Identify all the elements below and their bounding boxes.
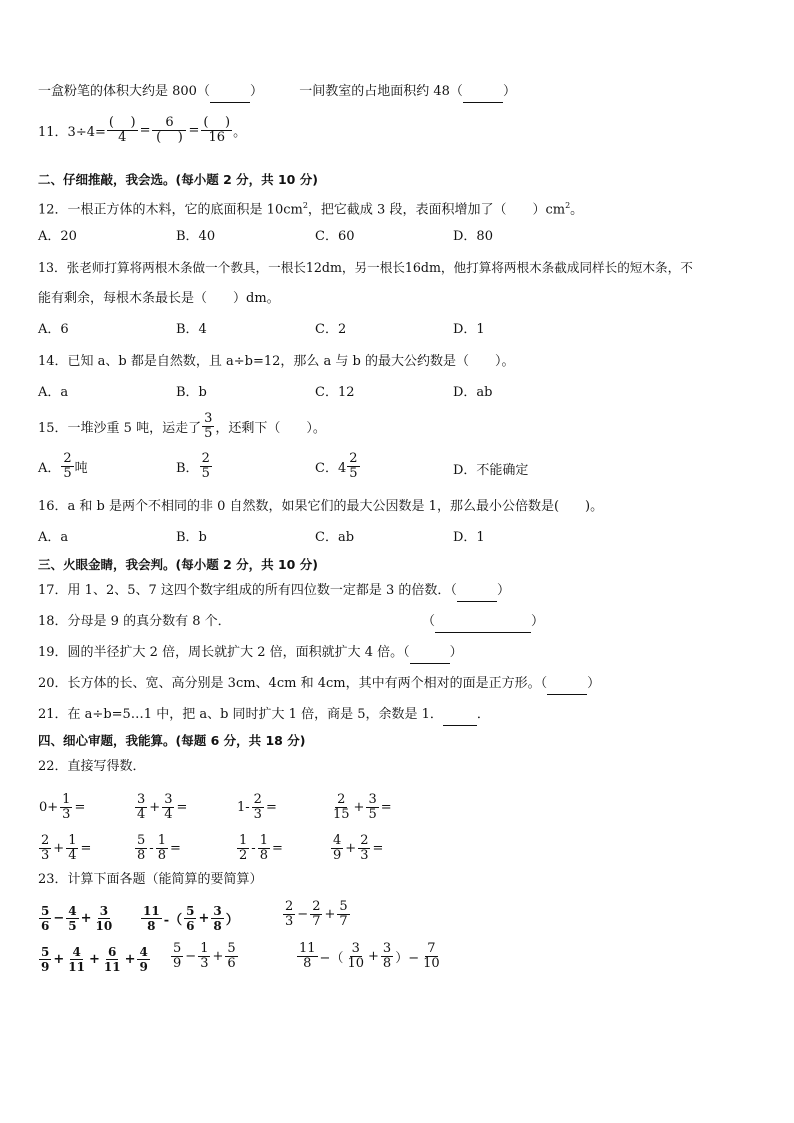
question-18 <box>38 612 231 632</box>
q15-option-a[interactable] <box>38 452 88 481</box>
operator: + <box>324 907 336 922</box>
section-4-heading: 四、细心审题，我能算。(每题 6 分，共 18 分) <box>38 733 306 748</box>
fraction-numerator: 6 <box>108 945 117 959</box>
option-label: B． <box>176 461 199 476</box>
fraction-numerator: 1 <box>62 792 71 807</box>
fraction-numerator: 4 <box>139 945 148 959</box>
superscript: 2 <box>302 201 308 210</box>
operator: ） <box>225 913 239 928</box>
q11-prefix: 11．3÷4= <box>38 125 106 140</box>
q15-option-d[interactable]: D．不能确定 <box>453 463 529 478</box>
q12-option-a[interactable]: A．20 <box>38 229 77 244</box>
answer-blank[interactable] <box>210 82 250 103</box>
fraction-denominator: 7 <box>339 914 348 929</box>
q22-expression <box>330 793 393 822</box>
fraction-numerator: 3 <box>164 792 173 807</box>
fraction-denominator: 9 <box>173 956 182 971</box>
operator: − <box>185 949 197 964</box>
q22-expression <box>236 793 278 822</box>
fraction-numerator: 1 <box>259 833 268 848</box>
q22-expression <box>134 834 182 863</box>
q16-option-d[interactable]: D．1 <box>453 530 485 545</box>
q-chalk-text: 一盒粉笔的体积大约是 800（ <box>38 84 210 99</box>
fraction <box>102 945 123 974</box>
fraction <box>198 942 210 971</box>
fraction-numerator: 2 <box>41 833 50 848</box>
q23-expression <box>38 904 115 933</box>
operator: 1- <box>237 800 250 815</box>
fraction <box>347 452 359 481</box>
fraction-denominator: 4 <box>118 130 127 145</box>
fraction <box>421 942 442 971</box>
section-3-heading: 三、火眼金睛，我会判。(每小题 2 分，共 10 分) <box>38 557 318 572</box>
question-13-line2: 能有剩余，每根木条最长是（ ）dm。 <box>38 291 280 306</box>
fraction-numerator: 2 <box>312 899 321 914</box>
q22-expression <box>134 793 188 822</box>
fraction <box>283 900 295 929</box>
answer-blank[interactable] <box>435 612 531 633</box>
q23-expression <box>140 904 240 933</box>
fraction-denominator: 11 <box>68 960 85 974</box>
fraction-numerator: 1 <box>68 833 77 848</box>
fraction-numerator: 4 <box>333 833 342 848</box>
fraction-numerator: 11 <box>299 941 316 956</box>
fraction <box>156 834 168 863</box>
fraction <box>200 452 212 481</box>
fraction-denominator: 5 <box>63 466 72 481</box>
section-2-heading: 二、仔细推敲，我会选。(每小题 2 分，共 10 分) <box>38 172 318 187</box>
equals-sign: = <box>176 800 188 815</box>
equals-sign: = <box>169 841 181 856</box>
q23-expression <box>170 942 239 971</box>
fraction-denominator: 10 <box>347 956 364 971</box>
fraction-numerator: 5 <box>41 904 50 918</box>
q21-text: 21．在 a÷b=5…1 中，把 a、b 同时扩大 1 倍，商是 5，余数是 1． <box>38 707 443 722</box>
fraction-denominator: 7 <box>312 914 321 929</box>
fraction <box>331 834 343 863</box>
fraction <box>366 793 378 822</box>
fraction <box>61 452 73 481</box>
q16-option-a[interactable]: A．a <box>38 530 69 545</box>
answer-blank[interactable] <box>457 581 497 602</box>
fraction-numerator: 3 <box>382 941 392 956</box>
operator: ）− <box>395 951 420 966</box>
top-line <box>38 82 516 103</box>
q18-end: ） <box>531 614 545 629</box>
fraction-denominator: 11 <box>103 960 121 974</box>
fraction <box>184 904 196 933</box>
fraction <box>202 412 214 441</box>
q13-option-c[interactable]: C．2 <box>315 322 347 337</box>
q18-open: （ <box>422 614 436 629</box>
operator: + <box>80 911 92 926</box>
fraction-numerator: 7 <box>427 941 436 956</box>
q15-text-a: 15．一堆沙重 5 吨，运走了 <box>38 421 202 436</box>
equals-sign: = <box>74 800 86 815</box>
fraction-numerator[interactable]: ( ) <box>108 115 136 130</box>
fraction-numerator: 5 <box>186 904 195 918</box>
fraction-denominator: 9 <box>41 960 50 974</box>
fraction <box>381 942 393 971</box>
fraction-numerator: 3 <box>368 792 377 807</box>
option-label: C．4 <box>315 461 347 476</box>
q16-option-c[interactable]: C．ab <box>315 530 355 545</box>
fraction <box>237 834 249 863</box>
q16-option-b[interactable]: B．b <box>176 530 207 545</box>
answer-blank[interactable] <box>410 643 450 664</box>
operator: + <box>53 841 65 856</box>
fraction-numerator: 1 <box>200 941 209 956</box>
fraction-denominator: 5 <box>68 919 77 933</box>
operator: -（ <box>163 913 183 928</box>
fraction <box>258 834 270 863</box>
question-19 <box>38 643 463 664</box>
fraction-denominator: 10 <box>95 919 113 933</box>
q22-expression <box>236 834 284 863</box>
fraction-denominator: 3 <box>41 848 50 863</box>
fraction-numerator: 4 <box>68 904 77 918</box>
q-chalk-end: ） <box>249 84 263 99</box>
fraction-numerator: 3 <box>213 904 222 918</box>
fraction-numerator: 5 <box>137 833 146 848</box>
option-unit: 吨 <box>74 461 88 476</box>
fraction-denominator: 8 <box>303 956 312 971</box>
fraction-numerator: 2 <box>360 833 369 848</box>
question-20 <box>38 674 600 695</box>
q12-option-c[interactable]: C．60 <box>315 229 355 244</box>
fraction-numerator: 5 <box>41 945 50 959</box>
fraction-denominator: 8 <box>259 848 268 863</box>
operator: − <box>53 911 65 926</box>
fraction-numerator: 2 <box>253 792 262 807</box>
question-14: 14．已知 a、b 都是自然数，且 a÷b=12，那么 a 与 b 的最大公约数是（ ）。 <box>38 354 515 369</box>
fraction-numerator: 5 <box>173 941 182 956</box>
q23-expression <box>296 942 443 971</box>
fraction <box>135 793 147 822</box>
operator: + <box>53 952 65 967</box>
fraction <box>66 945 87 974</box>
q17-text: 17．用 1、2、5、7 这四个数字组成的所有四位数一定都是 3 的倍数．（ <box>38 583 457 598</box>
fraction <box>66 834 78 863</box>
q22-expression <box>38 793 86 822</box>
fraction <box>94 904 115 933</box>
q12-text-a: 12．一根正方体的木料，它的底面积是 10cm <box>38 202 303 218</box>
question-17 <box>38 581 510 602</box>
fraction-numerator: 3 <box>137 792 146 807</box>
fraction <box>201 116 232 145</box>
fraction-numerator: 4 <box>72 945 81 959</box>
fraction-denominator: 8 <box>137 848 146 863</box>
operator: + <box>212 949 224 964</box>
fraction-numerator: 6 <box>152 116 186 131</box>
fraction <box>135 834 147 863</box>
fraction-numerator[interactable]: ( ) <box>203 115 231 130</box>
q14-option-c[interactable]: C．12 <box>315 385 355 400</box>
q23-expression <box>38 945 151 974</box>
equals-sign: = <box>271 841 283 856</box>
superscript: 2 <box>565 201 571 210</box>
fraction-denominator: 6 <box>186 919 195 933</box>
q20-end: ） <box>587 676 601 691</box>
fraction-denominator: 8 <box>213 919 222 933</box>
operator: - <box>251 841 256 856</box>
operator: −（ <box>319 951 344 966</box>
operator: − <box>297 907 309 922</box>
fraction-denominator: 5 <box>201 466 210 481</box>
fraction-denominator: 3 <box>285 914 294 929</box>
fraction <box>39 904 51 933</box>
question-23-title: 23．计算下面各题（能简算的要简算） <box>38 872 263 887</box>
q14-option-a[interactable]: A．a <box>38 385 69 400</box>
fraction <box>162 793 174 822</box>
fraction-numerator: 1 <box>157 833 166 848</box>
fraction-numerator: 2 <box>337 792 346 807</box>
fraction <box>171 942 183 971</box>
fraction-numerator: 1 <box>239 833 248 848</box>
question-13-line1: 13．张老师打算将两根木条做一个教具，一根长12dm，另一根长16dm，他打算将两根木条截成同样长的短木条，不 <box>38 260 693 275</box>
operator: + <box>345 841 357 856</box>
operator: + <box>198 911 210 926</box>
operator: + <box>353 800 365 815</box>
q-room-end: ） <box>502 84 516 99</box>
q17-end: ） <box>496 583 510 598</box>
answer-blank[interactable] <box>547 674 587 695</box>
q14-option-d[interactable]: D．ab <box>453 385 493 400</box>
fraction <box>297 942 318 971</box>
equals-sign: = <box>265 800 277 815</box>
question-15 <box>38 412 326 441</box>
answer-blank[interactable] <box>463 82 503 103</box>
fraction-denominator: 8 <box>157 848 166 863</box>
fraction <box>337 900 349 929</box>
operator: 0+ <box>39 800 59 815</box>
q18-text: 18．分母是 9 的真分数有 8 个． <box>38 614 231 629</box>
fraction-numerator: 2 <box>201 451 210 466</box>
fraction-denominator: 4 <box>137 807 146 822</box>
q21-end: ． <box>476 707 490 722</box>
q13-option-a[interactable]: A．6 <box>38 322 69 337</box>
fraction <box>66 904 78 933</box>
fraction-denominator: 10 <box>423 956 440 971</box>
fraction-numerator: 2 <box>285 899 294 914</box>
fraction-denominator: 5 <box>368 807 377 822</box>
fraction <box>345 942 366 971</box>
fraction <box>310 900 322 929</box>
fraction-denominator: 3 <box>253 807 262 822</box>
fraction <box>107 116 138 145</box>
fraction-denominator: 2 <box>239 848 248 863</box>
q12-text-b: ，把它截成 3 段，表面积增加了（ ）cm <box>307 202 566 218</box>
q20-text: 20．长方体的长、宽、高分别是 3cm、4cm 和 4cm，其中有两个相对的面是正方形。（ <box>38 676 548 691</box>
fraction <box>137 945 149 974</box>
fraction-numerator: 5 <box>227 941 236 956</box>
equals-sign: = <box>139 123 151 138</box>
q12-option-b[interactable]: B．40 <box>176 229 216 244</box>
equals-sign: = <box>80 841 92 856</box>
q23-expression <box>282 900 351 929</box>
fraction-denominator: 5 <box>349 466 358 481</box>
q19-text: 19．圆的半径扩大 2 倍，周长就扩大 2 倍，面积就扩大 4 倍。（ <box>38 645 410 660</box>
fraction <box>358 834 370 863</box>
operator: + <box>124 952 136 967</box>
fraction-denominator: 4 <box>164 807 173 822</box>
fraction-denominator: 3 <box>200 956 209 971</box>
q-room-text: 一间教室的占地面积约 48（ <box>299 84 463 99</box>
q18-answer <box>422 612 544 633</box>
question-12 <box>38 196 583 220</box>
question-16: 16．a 和 b 是两个不相同的非 0 自然数，如果它们的最大公因数是 1，那么最小公倍数是( )。 <box>38 499 604 514</box>
fraction-denominator: 4 <box>68 848 77 863</box>
fraction-denominator: 9 <box>333 848 342 863</box>
fraction <box>225 942 237 971</box>
q15-option-b[interactable] <box>176 452 213 481</box>
q15-text-b: ，还剩下（ ）。 <box>215 421 326 436</box>
q12-option-d[interactable]: D．80 <box>453 229 493 244</box>
fraction-denominator: 3 <box>62 807 71 822</box>
fraction-numerator: 2 <box>63 451 72 466</box>
fraction <box>252 793 264 822</box>
fraction-numerator: 3 <box>204 411 213 426</box>
option-label: A． <box>38 461 61 476</box>
fraction-numerator: 2 <box>349 451 358 466</box>
question-11 <box>38 116 246 145</box>
fraction <box>331 793 352 822</box>
q19-end: ） <box>449 645 463 660</box>
fraction-denominator: 8 <box>382 956 392 971</box>
equals-sign: = <box>188 123 200 138</box>
fraction <box>39 945 51 974</box>
equals-sign: = <box>380 800 392 815</box>
q11-end: 。 <box>233 125 247 140</box>
q14-option-b[interactable]: B．b <box>176 385 207 400</box>
fraction-denominator: 16 <box>208 130 225 145</box>
fraction <box>141 904 162 933</box>
operator: + <box>149 800 161 815</box>
fraction-numerator: 5 <box>339 899 348 914</box>
answer-blank[interactable] <box>443 705 477 726</box>
fraction <box>60 793 72 822</box>
fraction-denominator: 8 <box>147 919 156 933</box>
operator: - <box>149 841 154 856</box>
fraction <box>39 834 51 863</box>
fraction-denominator: 5 <box>204 426 213 441</box>
q22-expression <box>38 834 92 863</box>
fraction-numerator: 3 <box>99 904 109 918</box>
fraction-denominator: 6 <box>41 919 50 933</box>
fraction <box>152 116 186 145</box>
q22-expression <box>330 834 384 863</box>
fraction-numerator: 3 <box>351 941 360 956</box>
equals-sign: = <box>372 841 384 856</box>
fraction-denominator: 6 <box>227 956 236 971</box>
fraction-denominator: 3 <box>360 848 369 863</box>
fraction-denominator: 9 <box>139 960 148 974</box>
question-21 <box>38 705 490 726</box>
fraction-denominator: 15 <box>333 807 350 822</box>
fraction-denominator[interactable]: ( ) <box>156 130 183 145</box>
q13-option-b[interactable]: B．4 <box>176 322 207 337</box>
fraction <box>211 904 223 933</box>
q15-option-c[interactable] <box>315 452 361 481</box>
q12-text-c: 。 <box>570 202 584 218</box>
operator: + <box>88 952 100 967</box>
q13-option-d[interactable]: D．1 <box>453 322 485 337</box>
operator: + <box>368 949 379 964</box>
fraction-numerator: 11 <box>143 904 160 918</box>
question-22-title: 22．直接写得数． <box>38 759 146 774</box>
